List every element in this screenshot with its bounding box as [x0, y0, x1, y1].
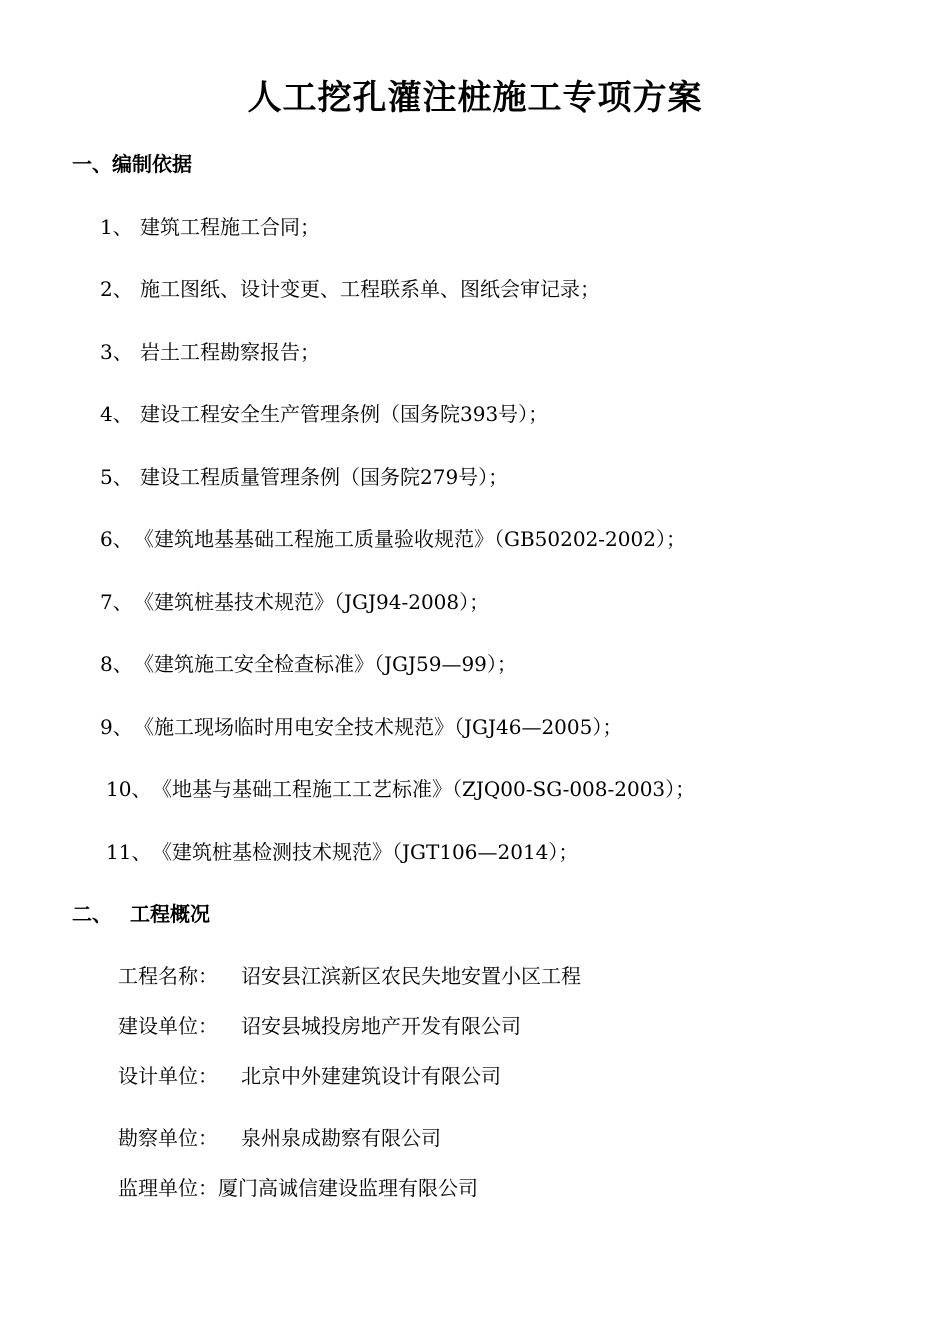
section-number: 二、: [72, 902, 112, 926]
info-label: 监理单位：: [118, 1176, 218, 1200]
list-item: [100, 211, 320, 240]
info-row-surveyor: [118, 1122, 441, 1151]
list-item: [100, 398, 548, 427]
info-label: 工程名称：: [118, 964, 218, 988]
list-item: [100, 711, 622, 740]
item-number: 1、: [100, 215, 133, 239]
info-row-developer: [118, 1010, 521, 1039]
item-number: 8、: [100, 652, 133, 676]
info-value: 诏安县江滨新区农民失地安置小区工程: [241, 964, 581, 988]
item-text: 《建筑施工安全检查标准》（JGJ59—99）；: [134, 652, 517, 676]
list-item: [100, 336, 320, 365]
section-title: 工程概况: [130, 902, 210, 926]
item-text: 施工图纸、设计变更、工程联系单、图纸会审记录；: [140, 277, 600, 301]
document-title: 人工挖孔灌注桩施工专项方案: [247, 78, 703, 118]
list-item: [106, 836, 578, 865]
info-row-designer: [118, 1060, 501, 1089]
item-number: 6、: [100, 527, 133, 551]
item-text: 建筑工程施工合同；: [140, 215, 320, 239]
section-heading-overview: [72, 898, 210, 927]
item-text: 《施工现场临时用电安全技术规范》（JGJ46—2005）；: [134, 715, 623, 739]
list-item: [100, 461, 508, 490]
item-text: 建设工程质量管理条例（国务院279号）；: [140, 465, 509, 489]
item-number: 9、: [100, 715, 133, 739]
item-text: 建设工程安全生产管理条例（国务院393号）；: [140, 402, 549, 426]
info-value: 厦门高诚信建设监理有限公司: [218, 1176, 478, 1200]
info-value: 北京中外建建筑设计有限公司: [241, 1064, 501, 1088]
info-label: 勘察单位：: [118, 1126, 218, 1150]
item-number: 4、: [100, 402, 133, 426]
info-label: 设计单位：: [118, 1064, 218, 1088]
item-number: 7、: [100, 590, 133, 614]
info-row-project-name: [118, 960, 581, 989]
item-number: 11、: [106, 840, 152, 864]
item-text: 《建筑桩基技术规范》（JGJ94-2008）；: [134, 590, 490, 614]
item-text: 《建筑地基基础工程施工质量验收规范》（GB50202-2002）；: [134, 527, 686, 551]
list-item: [100, 648, 517, 677]
section-heading-basis: 一、编制依据: [72, 152, 192, 176]
list-item: [100, 523, 686, 552]
item-number: 3、: [100, 340, 133, 364]
item-text: 《建筑桩基检测技术规范》（JGT106—2014）；: [152, 840, 579, 864]
item-number: 5、: [100, 465, 133, 489]
list-item: [106, 773, 695, 802]
info-value: 泉州泉成勘察有限公司: [241, 1126, 441, 1150]
info-value: 诏安县城投房地产开发有限公司: [241, 1014, 521, 1038]
list-item: [100, 273, 600, 302]
list-item: [100, 586, 489, 615]
item-number: 2、: [100, 277, 133, 301]
item-text: 《地基与基础工程施工工艺标准》（ZJQ00-SG-008-2003）；: [152, 777, 696, 801]
item-number: 10、: [106, 777, 152, 801]
info-label: 建设单位：: [118, 1014, 218, 1038]
item-text: 岩土工程勘察报告；: [140, 340, 320, 364]
info-row-supervisor: [118, 1172, 478, 1201]
